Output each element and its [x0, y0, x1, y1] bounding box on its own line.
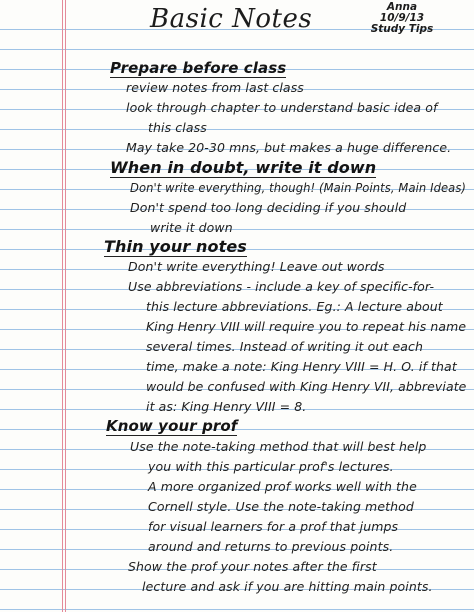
note-line: Don't spend too long deciding if you should — [130, 200, 407, 215]
note-subject: Study Tips — [370, 23, 434, 35]
margin-line — [62, 0, 63, 612]
note-line: Show the prof your notes after the first — [128, 559, 377, 574]
section-heading: Know your prof — [106, 417, 238, 435]
note-line: for visual learners for a prof that jumps — [148, 519, 399, 534]
note-line: review notes from last class — [126, 80, 304, 95]
section-heading: Prepare before class — [110, 59, 287, 77]
note-line: it as: King Henry VIII = 8. — [146, 399, 307, 414]
note-line: this class — [148, 120, 207, 135]
note-line: King Henry VIII will require you to repeat his name — [146, 319, 467, 334]
note-line: Use the note-taking method that will best help — [130, 439, 427, 454]
note-line: A more organized prof works well with the — [148, 479, 417, 494]
note-line: May take 20-30 mns, but makes a huge difference. — [126, 140, 452, 155]
note-line: around and returns to previous points. — [148, 539, 394, 554]
note-line: would be confused with King Henry VII, abbreviate — [146, 379, 467, 394]
note-line: Don't write everything, though! (Main Points, Main Ideas) — [130, 180, 467, 195]
note-line: this lecture abbreviations. Eg.: A lecture about — [146, 299, 443, 314]
margin-line — [65, 0, 66, 612]
section-heading: When in doubt, write it down — [110, 158, 377, 177]
note-line: several times. Instead of writing it out each — [146, 339, 424, 354]
section-heading: Thin your notes — [104, 237, 247, 256]
note-line: look through chapter to understand basic idea of — [126, 100, 438, 115]
page-title: Basic Notes — [150, 4, 313, 34]
header-meta — [362, 2, 442, 35]
note-line: time, make a note: King Henry VIII = H. O. if that — [146, 359, 457, 374]
note-line: Use abbreviations - include a key of specific-for- — [128, 279, 435, 294]
note-line: Don't write everything! Leave out words — [128, 259, 385, 274]
author-name: Anna — [386, 1, 418, 13]
note-line: write it down — [150, 220, 233, 235]
note-line: you with this particular prof's lectures. — [148, 459, 394, 474]
note-line: lecture and ask if you are hitting main points. — [142, 579, 433, 594]
note-date: 10/9/13 — [379, 12, 425, 24]
note-line: Cornell style. Use the note-taking method — [148, 499, 414, 514]
